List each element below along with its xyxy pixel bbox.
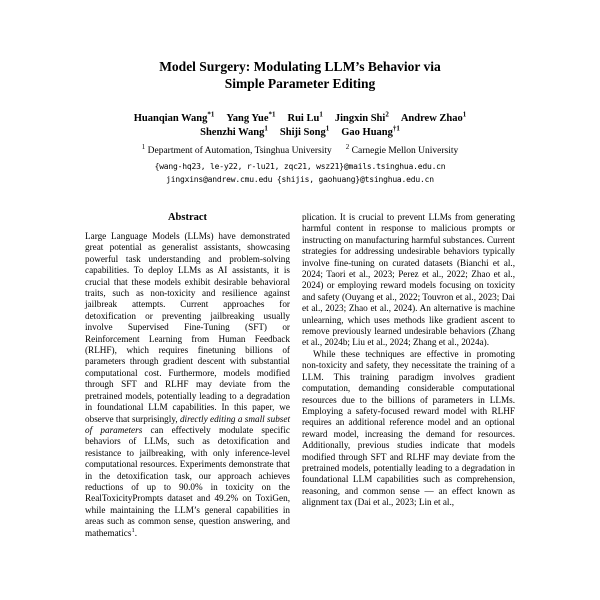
affiliation-text: Carnegie Mellon University bbox=[351, 146, 459, 156]
author-name: Yang Yue bbox=[226, 113, 269, 124]
author bbox=[334, 110, 389, 124]
author-name: Huanqian Wang bbox=[133, 113, 208, 124]
affiliation-line bbox=[0, 142, 600, 158]
author bbox=[279, 124, 330, 138]
author-superscript: 1 bbox=[325, 124, 330, 133]
author-name: Rui Lu bbox=[287, 113, 320, 124]
intro-paragraph-2: While these techniques are effective in promoting non-toxicity and safety, they necessitate the training of a LLM. This training paradigm involves gradient computation, demanding considerable computational resources due to the billions of parameters in LLMs. Employing a safety-focused reward model with RLHF requires an additional reference model and an optional reward model, increasing the demand for resources. Additionally, previous studies indicate that models modified through SFT and RLHF may deviate from the pretrained models, potentially leading to a degradation in foundational LLM capabilities such as comprehension, reasoning, and common sense — an effect known as alignment tax (Dai et al., 2023; Lin et al., bbox=[302, 348, 515, 508]
two-column-layout bbox=[85, 212, 515, 539]
paper-title bbox=[0, 58, 600, 92]
author bbox=[287, 110, 323, 124]
footnote-marker: 1 bbox=[131, 526, 135, 534]
abstract-part-1: Large Language Models (LLMs) have demonstrated great potential as generalist assistants, showcasing powerful task understanding and problem-solving capabilities. To deploy LLMs as AI assistants, it is crucial that these models exhibit desirable behavioral traits, such as non-toxicity and resilience against jailbreak attempts. Current approaches for detoxification or preventing jailbreaking usually involve Supervised Fine-Tuning (SFT) or Reinforcement Learning from Human Feedback (RLHF), which requires finetuning billions of parameters through gradient descent with substantial computational cost. Furthermore, models modified through SFT and RLHF may deviate from the pretrained models, potentially leading to a degradation in foundational LLM capabilities. In this paper, we observe that surprisingly, bbox=[85, 231, 290, 424]
affiliation-superscript: 1 bbox=[141, 142, 146, 151]
author bbox=[200, 124, 268, 138]
author-superscript: 1 bbox=[264, 124, 268, 133]
author bbox=[133, 110, 215, 124]
author-name: Shenzhi Wang bbox=[200, 127, 265, 138]
author bbox=[341, 124, 400, 138]
abstract-italic-phrase: directly editing a small subset of parameters bbox=[85, 413, 290, 435]
intro-paragraph-1: plication. It is crucial to prevent LLMs from generating harmful content in response to malicious prompts or instructing on manufacturing harmful substances. Current strategies for addressing undesirable behaviors typically involve fine-tuning on curated datasets (Bianchi et al., 2024; Taori et al., 2023; Perez et al., 2022; Zhao et al., 2024) or employing reward models focusing on toxicity and safety (Ouyang et al., 2022; Touvron et al., 2023; Dai et al., 2023; Zhao et al., 2024). An alternative is machine unlearning, which uses methods like gradient ascent to remove previously learned undesirable behaviors (Zhang et al., 2024b; Liu et al., 2024; Zhang et al., 2024a). bbox=[302, 212, 515, 348]
title-line-1: Model Surgery: Modulating LLM’s Behavior via bbox=[159, 59, 441, 74]
abstract-part-3: . bbox=[134, 527, 137, 538]
author-line-1 bbox=[0, 112, 600, 126]
abstract-heading: Abstract bbox=[167, 212, 208, 223]
author-superscript: 2 bbox=[385, 110, 389, 119]
affiliation bbox=[141, 142, 332, 156]
author bbox=[400, 110, 467, 124]
affiliation-text: Department of Automation, Tsinghua University bbox=[147, 146, 332, 156]
author-superscript: 1 bbox=[319, 110, 323, 119]
author-name: Shiji Song bbox=[279, 127, 326, 138]
author-name: Andrew Zhao bbox=[400, 113, 463, 124]
left-column bbox=[85, 212, 290, 539]
affiliation bbox=[345, 142, 459, 156]
email-block bbox=[0, 161, 600, 186]
abstract-text bbox=[85, 231, 290, 539]
right-column bbox=[302, 212, 515, 539]
author-superscript: 1 bbox=[462, 110, 467, 119]
author-superscript: *1 bbox=[207, 110, 215, 119]
title-line-2: Simple Parameter Editing bbox=[224, 76, 376, 91]
author-superscript: †1 bbox=[392, 124, 400, 133]
author-name: Gao Huang bbox=[341, 127, 393, 138]
author-name: Jingxin Shi bbox=[334, 113, 386, 124]
abstract-part-2: can effectively modulate specific behaviors of LLMs, such as detoxification and resistance to jailbreaking, with only inference-level computational resources. Experiments demonstrate that in the detoxification task, our approach achieves reductions of up to 90.0% in toxicity on the RealToxicityPrompts dataset and 49.2% on ToxiGen, while maintaining the LLM’s general capabilities in areas such as common sense, question answering, and mathematics bbox=[85, 424, 290, 538]
affiliation-superscript: 2 bbox=[345, 142, 350, 151]
author-superscript: *1 bbox=[268, 110, 276, 119]
author bbox=[226, 110, 276, 124]
email-line-1: {wang-hq23, le-y22, r-lu21, zqc21, wsz21}@mails.tsinghua.edu.cn bbox=[154, 162, 446, 171]
author-line-2 bbox=[0, 126, 600, 140]
email-line-2: jingxins@andrew.cmu.edu {shijis, gaohuang}@tsinghua.edu.cn bbox=[166, 174, 434, 184]
